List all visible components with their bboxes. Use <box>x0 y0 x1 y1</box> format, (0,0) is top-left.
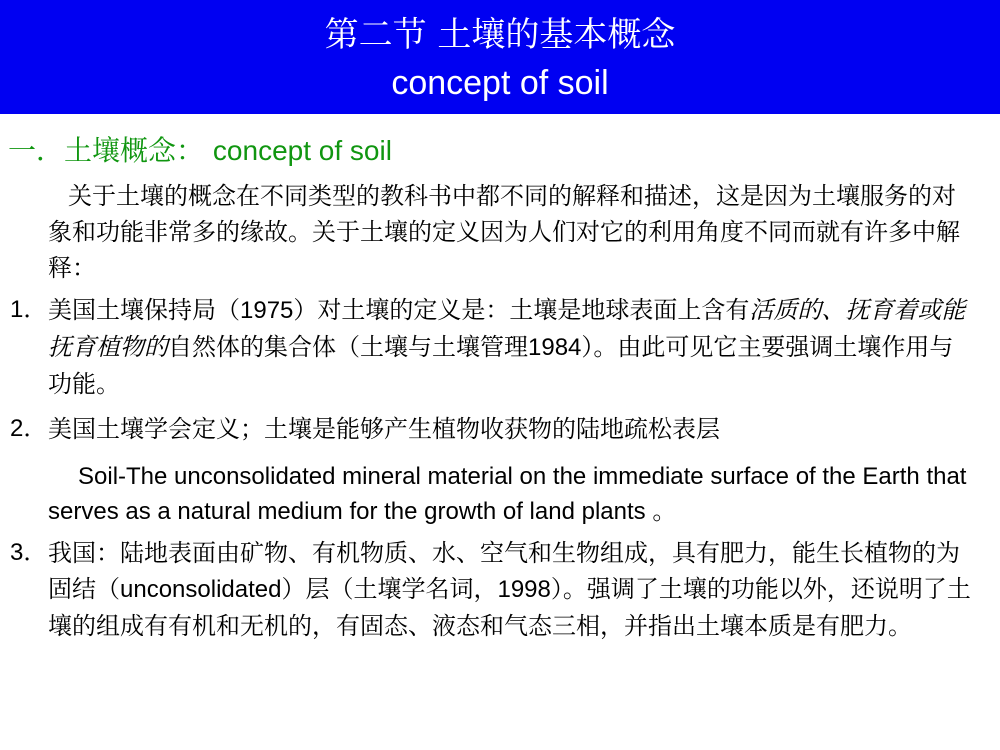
definition-item-2 <box>0 411 1000 447</box>
item-text: ）。强调了土壤的功能以外，还说明了土壤的组成有有机和无机的，有固态、液态和气态三相，并指出土壤本质是有肥力。 <box>48 575 971 640</box>
section-heading <box>8 132 392 170</box>
item-number: 2． <box>10 415 48 442</box>
item-reference-year: 1984 <box>528 334 582 361</box>
slide-header <box>0 0 1000 114</box>
item-text: 自然体的集合体（土壤与土壤管理 <box>168 333 528 361</box>
item-text: ）层（土壤学名词， <box>281 575 498 603</box>
slide-body <box>0 178 1000 644</box>
section-heading-en: concept of soil <box>212 135 392 166</box>
section-heading-cn: 一．土壤概念： <box>8 134 205 167</box>
item-number: 1． <box>10 296 48 323</box>
item-year: 1998 <box>497 576 551 603</box>
item-number: 3． <box>10 539 48 566</box>
english-definition: Soil-The unconsolidated mineral material on the immediate surface of the Earth that serves as a natural medium for the growth of land plants 。 <box>48 463 967 525</box>
item-text: 美国土壤保持局（ <box>48 296 240 324</box>
slide-title-en: concept of soil <box>391 64 609 102</box>
item-text: ）。由此可见它主要强调土壤作用与功能。 <box>48 333 954 398</box>
item-text: ）对土壤的定义是：土壤是地球表面上含有 <box>293 296 750 324</box>
definition-item-1 <box>0 292 1000 402</box>
item-emphasis: 活质的、抚育着或能抚育植物的 <box>48 296 966 361</box>
intro-paragraph: 关于土壤的概念在不同类型的教科书中都不同的解释和描述，这是因为土壤服务的对象和功能非常多的缘故。关于土壤的定义因为人们对它的利用角度不同而就有许多中解释： <box>48 182 960 282</box>
item-term: unconsolidated <box>120 576 282 603</box>
item-text: 美国土壤学会定义；土壤是能够产生植物收获物的陆地疏松表层 <box>48 415 720 443</box>
item-text: 我国：陆地表面由矿物、有机物质、水、空气和生物组成，具有肥力，能生长植物的为固结（ <box>48 539 960 603</box>
definition-item-3 <box>0 535 1000 644</box>
slide-title-cn: 第二节 土壤的基本概念 <box>324 15 676 55</box>
item-year: 1975 <box>240 297 294 324</box>
